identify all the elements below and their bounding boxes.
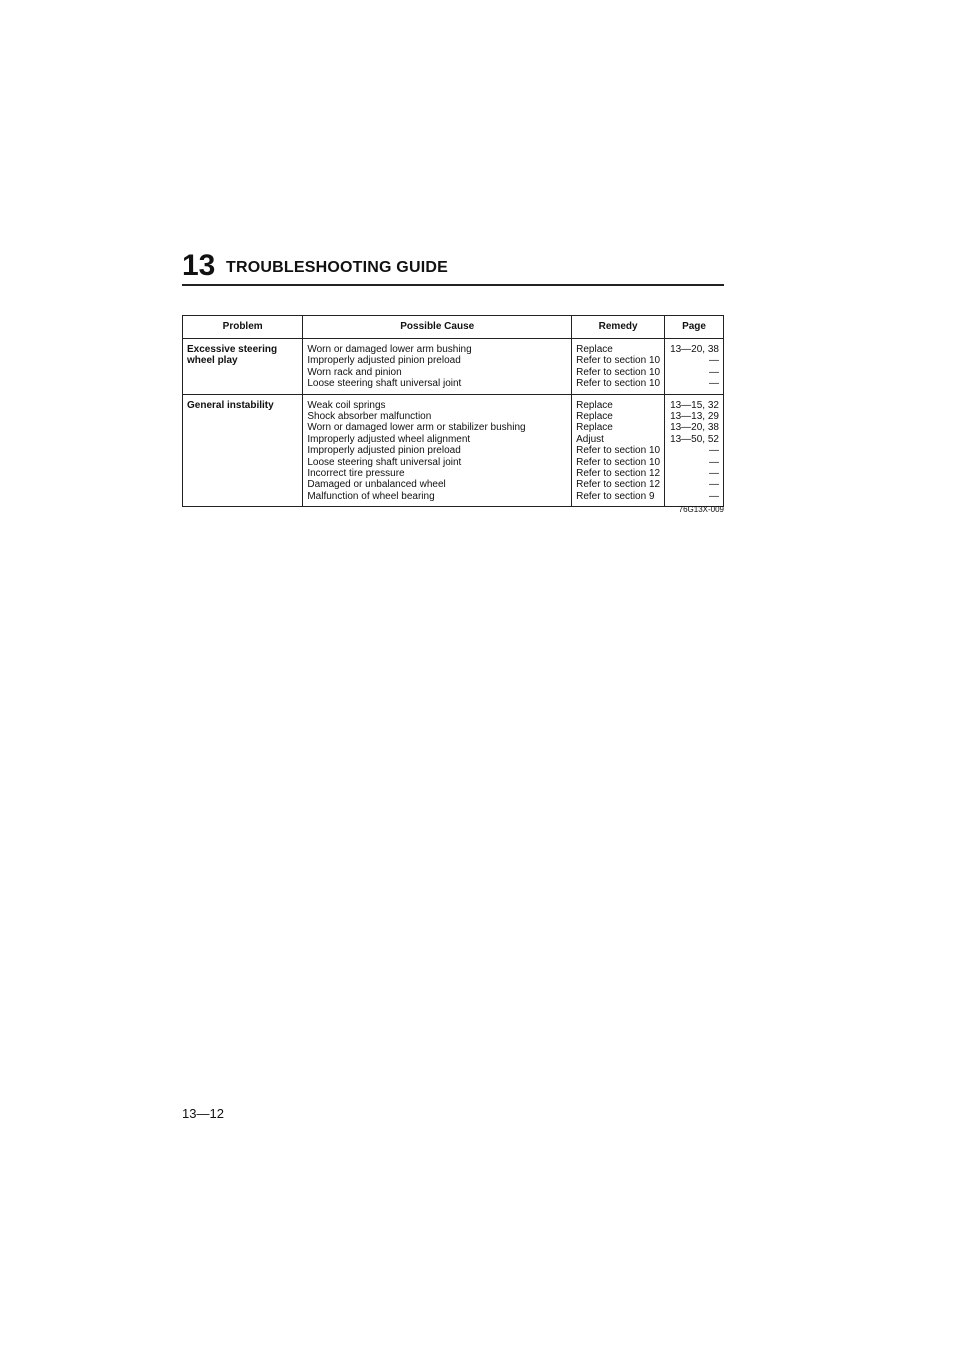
cause-text: Incorrect tire pressure bbox=[307, 468, 405, 480]
remedy-text: Refer to section 10 bbox=[576, 456, 661, 468]
page-ref-text: — bbox=[709, 378, 719, 390]
cause-text: Shock absorber malfunction bbox=[307, 411, 432, 423]
column-header-problem: Problem bbox=[183, 316, 303, 339]
remedy-cell bbox=[572, 339, 665, 395]
chapter-number: 13 bbox=[182, 249, 216, 282]
page-ref-text: 13—20, 38 bbox=[670, 344, 719, 355]
cause-text: Weak coil springs bbox=[307, 399, 386, 411]
page-ref-text: — bbox=[709, 468, 719, 480]
page-ref-text: — bbox=[709, 479, 719, 491]
column-header-possible-cause: Possible Cause bbox=[303, 316, 572, 339]
page-ref-text: 13—15, 32 bbox=[670, 399, 719, 411]
problem-cell bbox=[183, 394, 303, 507]
remedy-text: Refer to section 12 bbox=[576, 479, 661, 491]
problem-text: General instability bbox=[187, 399, 274, 411]
page-ref-text: — bbox=[709, 490, 719, 502]
page-header bbox=[182, 250, 724, 286]
cause-text: Malfunction of wheel bearing bbox=[307, 490, 435, 502]
page-title: TROUBLESHOOTING GUIDE bbox=[226, 259, 448, 276]
cause-text: Loose steering shaft universal joint bbox=[307, 456, 462, 468]
remedy-text: Replace bbox=[576, 422, 613, 434]
table-header-row bbox=[183, 316, 724, 339]
remedy-text: Replace bbox=[576, 411, 613, 423]
page-ref-text: 13—50, 52 bbox=[670, 433, 719, 445]
page-ref-text: 13—20, 38 bbox=[670, 422, 719, 434]
column-header-remedy: Remedy bbox=[572, 316, 665, 339]
cause-cell bbox=[303, 394, 572, 507]
page-ref-cell bbox=[665, 339, 724, 395]
cause-text: Loose steering shaft universal joint bbox=[307, 378, 462, 390]
troubleshooting-table bbox=[182, 315, 724, 507]
remedy-text: Refer to section 10 bbox=[576, 445, 661, 457]
remedy-text: Refer to section 10 bbox=[576, 366, 661, 378]
page-ref-text: — bbox=[709, 355, 719, 367]
remedy-text: Adjust bbox=[576, 433, 604, 445]
column-header-page: Page bbox=[665, 316, 724, 339]
page-ref-text: — bbox=[709, 456, 719, 468]
cause-text: Damaged or unbalanced wheel bbox=[307, 479, 446, 491]
remedy-text: Refer to section 10 bbox=[576, 355, 661, 367]
problem-text: wheel play bbox=[187, 355, 238, 367]
page-number: 13—12 bbox=[182, 1106, 224, 1121]
remedy-text: Refer to section 10 bbox=[576, 378, 661, 390]
table-row bbox=[183, 394, 724, 507]
page-ref-text: — bbox=[709, 445, 719, 457]
figure-code: 76G13X-009 bbox=[678, 505, 724, 514]
problem-cell bbox=[183, 339, 303, 395]
page-ref-cell bbox=[665, 394, 724, 507]
cause-text: Worn or damaged lower arm bushing bbox=[307, 344, 472, 355]
remedy-text: Refer to section 9 bbox=[576, 490, 655, 502]
remedy-text: Refer to section 12 bbox=[576, 468, 661, 480]
cause-cell bbox=[303, 339, 572, 395]
remedy-text: Replace bbox=[576, 344, 613, 355]
page-ref-text: — bbox=[709, 366, 719, 378]
cause-text: Improperly adjusted pinion preload bbox=[307, 355, 461, 367]
remedy-cell bbox=[572, 394, 665, 507]
table-row bbox=[183, 339, 724, 395]
cause-text: Improperly adjusted wheel alignment bbox=[307, 433, 471, 445]
cause-text: Improperly adjusted pinion preload bbox=[307, 445, 461, 457]
problem-text: Excessive steering bbox=[187, 344, 278, 355]
cause-text: Worn or damaged lower arm or stabilizer bushing bbox=[307, 422, 526, 434]
remedy-text: Replace bbox=[576, 399, 613, 411]
page-ref-text: 13—13, 29 bbox=[670, 411, 719, 423]
cause-text: Worn rack and pinion bbox=[307, 366, 402, 378]
